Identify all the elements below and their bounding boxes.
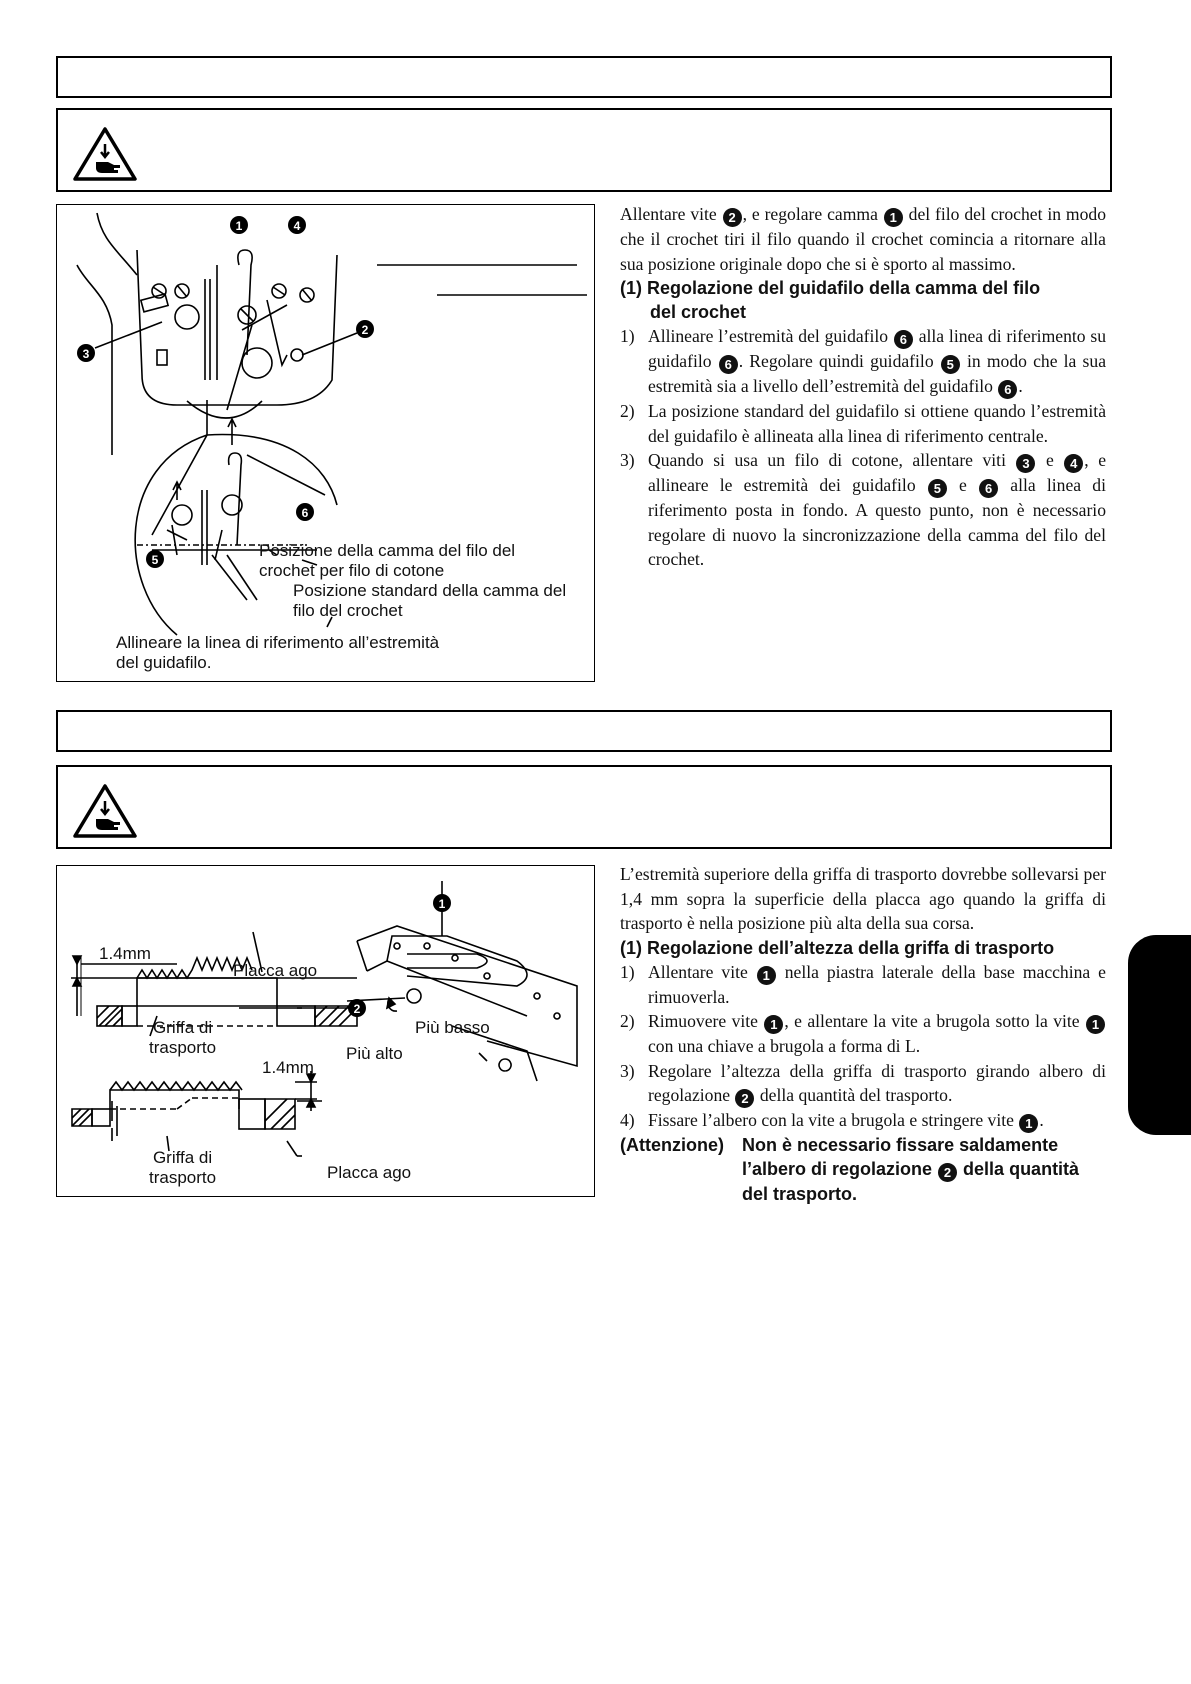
- section1-step-1: 1) Allineare l’estremità del guidafilo 6 alla linea di riferimento su guidafilo 6 . Regolare quindi guidafilo 5 in modo che la sua estremità sia a livello dell’estremità del guidafilo 6 .: [620, 326, 1106, 397]
- page-edge-tab: [1128, 935, 1191, 1135]
- section-title-box-2: [56, 710, 1112, 752]
- dim-label-bottom: 1.4mm: [262, 1058, 314, 1077]
- section2-text-column: [620, 862, 1106, 1206]
- section2-step-4: 4) Fissare l’albero con la vite a brugola e stringere vite 1 .: [620, 1110, 1044, 1131]
- label-standard-cam-position: Posizione standard della camma del filo del crochet: [293, 581, 567, 620]
- section1-heading: (1) Regolazione del guidafilo della camma del filo del crochet: [620, 278, 1041, 322]
- label-higher: Più alto: [346, 1044, 403, 1063]
- circled-number: 3: [1016, 454, 1035, 473]
- section2-intro: L’estremità superiore della griffa di trasporto dovrebbe sollevarsi per 1,4 mm sopra la superficie della placca ago quando la griffa di trasporto è nella posizione più alta della sua corsa.: [620, 864, 1106, 933]
- circled-number: 2: [735, 1089, 754, 1108]
- callout-1-text: 1: [438, 897, 446, 911]
- circled-number: 6: [719, 355, 738, 374]
- label-align-reference-line: Allineare la linea di riferimento all’estremità del guidafilo.: [116, 633, 440, 672]
- callout-2-text: 2: [353, 1002, 361, 1016]
- dim-label-top: 1.4mm: [99, 944, 151, 963]
- label-lower: Più basso: [415, 1018, 490, 1037]
- section1-intro: Allentare vite 2 , e regolare camma 1 del filo del crochet in modo che il crochet tiri il filo quando il crochet comincia a ritornare alla sua posizione originale dopo che si è sporto al massimo.: [620, 204, 1106, 274]
- feed-dog-figure: [56, 865, 595, 1197]
- section1-step-3: 3) Quando si usa un filo di cotone, allentare viti 3 e 4 , e allineare le estremità dei guidafilo 5 e 6 alla linea di riferimento posta in fondo. A questo punto, non è necessario regolare di nuovo la sincronizzazione della camma del filo del crochet.: [620, 450, 1107, 569]
- circled-number: 1: [884, 208, 903, 227]
- circled-number: 5: [941, 355, 960, 374]
- section1-step-2: 2) La posizione standard del guidafilo si ottiene quando l’estremità del guidafilo è allineata alla linea di riferimento centrale.: [620, 401, 1106, 446]
- circled-number: 6: [894, 330, 913, 349]
- label-needle-plate-bottom: Placca ago: [327, 1163, 412, 1182]
- circled-number: 4: [1064, 454, 1083, 473]
- callout-2-text: 2: [361, 323, 369, 337]
- section2-step-3: 3) Regolare l’altezza della griffa di trasporto girando albero di regolazione 2 della quantità del trasporto.: [620, 1060, 1106, 1106]
- section2-heading: (1) Regolazione dell’altezza della griffa di trasporto: [620, 937, 1055, 958]
- label-feed-dog-top: Griffa di trasporto: [149, 1018, 217, 1057]
- label-feed-dog-bottom: Griffa di trasporto: [149, 1148, 217, 1187]
- thread-cam-figure: [56, 204, 595, 682]
- callout-6-text: 6: [301, 506, 309, 520]
- callout-4-text: 4: [293, 219, 301, 233]
- label-cotton-cam-position: Posizione della camma del filo del crochet per filo di cotone: [259, 541, 516, 580]
- callout-5-text: 5: [151, 553, 159, 567]
- attention-note: (Attenzione) Non è necessario fissare saldamente l’albero di regolazione 2 della quantità del trasporto.: [620, 1135, 1080, 1204]
- hand-crush-warning-icon: [72, 126, 138, 182]
- warning-box-1: [56, 108, 1112, 192]
- circled-number: 2: [723, 208, 742, 227]
- feed-dog-height-illustration: [57, 866, 596, 1198]
- circled-number: 5: [928, 479, 947, 498]
- circled-number: 1: [764, 1015, 783, 1034]
- section2-step-1: 1) Allentare vite 1 nella piastra laterale della base macchina e rimuoverla.: [620, 961, 1106, 1007]
- circled-number: 6: [998, 380, 1017, 399]
- circled-number: 6: [979, 479, 998, 498]
- callout-1-text: 1: [235, 219, 243, 233]
- circled-number: 1: [1086, 1015, 1105, 1034]
- hand-crush-warning-icon: [72, 783, 138, 839]
- warning-box-2: [56, 765, 1112, 849]
- circled-number: 1: [757, 966, 776, 985]
- label-needle-plate-top: Placca ago: [233, 961, 318, 980]
- circled-number: 1: [1019, 1114, 1038, 1133]
- figure-callouts: [77, 216, 374, 568]
- section-title-box-1: [56, 56, 1112, 98]
- callout-3-text: 3: [82, 347, 90, 361]
- section1-text-column: [620, 202, 1106, 572]
- circled-number: 2: [938, 1163, 957, 1182]
- section2-step-2: 2) Rimuovere vite 1 , e allentare la vite a brugola sotto la vite 1 con una chiave a brugola a forma di L.: [620, 1009, 1106, 1059]
